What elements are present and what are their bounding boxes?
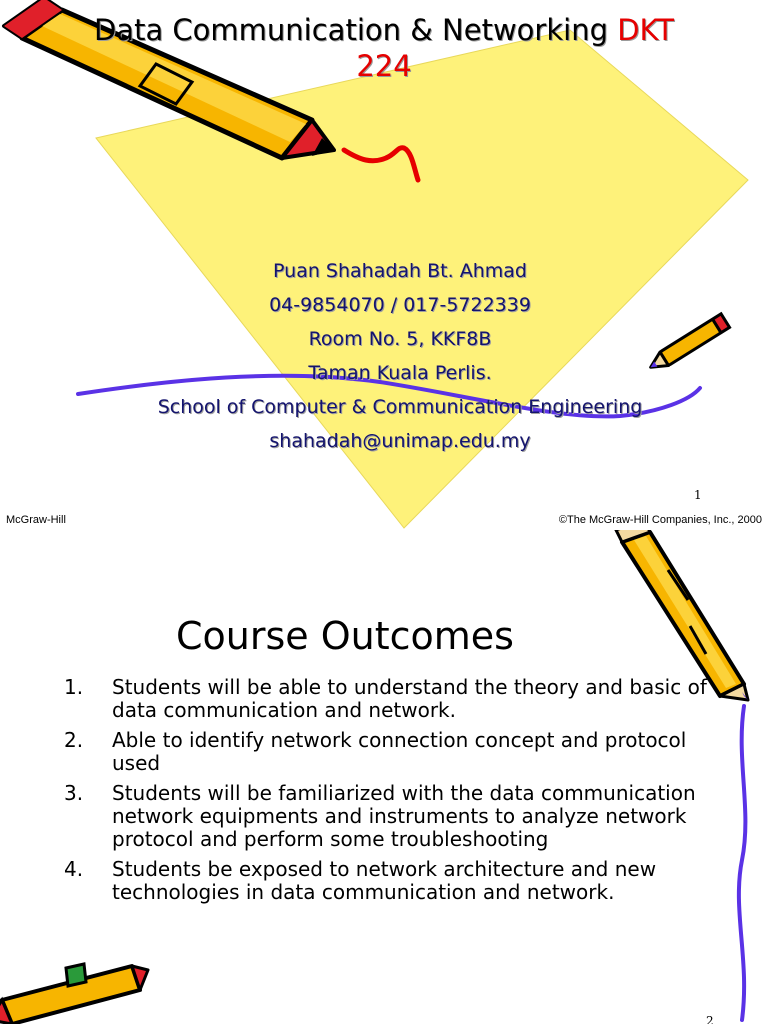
slide-1-page-number: 1: [694, 488, 702, 502]
list-item-text: Students will be familiarized with the data communication network equipments and instruments to analyze network protocol and perform some troubleshooting: [112, 781, 696, 851]
course-code-part2: 224: [356, 49, 412, 83]
list-item: [64, 782, 724, 851]
outcomes-list: [64, 676, 724, 911]
lecturer-school: School of Computer & Communication Engineering: [157, 396, 643, 418]
list-item-number: 3.: [64, 781, 84, 805]
bottom-left-pencil-icon: [0, 964, 148, 1024]
list-item-text: Students be exposed to network architecture and new technologies in data communication and network.: [112, 857, 657, 904]
list-item-text: Able to identify network connection concept and protocol used: [112, 728, 687, 775]
lecturer-email: shahadah@unimap.edu.my: [269, 430, 531, 452]
lecturer-location: Taman Kuala Perlis.: [308, 362, 492, 384]
list-item-number: 4.: [64, 857, 84, 881]
list-item: [64, 858, 724, 904]
list-item: [64, 676, 724, 722]
course-outcomes-title: Course Outcomes: [176, 614, 514, 658]
slide-2: [0, 530, 768, 1024]
lecturer-name: Puan Shahadah Bt. Ahmad: [273, 260, 527, 282]
course-code-part1: DKT: [617, 13, 675, 47]
footer-publisher: McGraw-Hill: [6, 514, 66, 526]
course-title: Data Communication & Networking: [93, 13, 608, 47]
list-item-text: Students will be able to understand the theory and basic of data communication and network.: [112, 675, 707, 722]
list-item-number: 2.: [64, 728, 84, 752]
purple-vertical-squiggle: [739, 706, 746, 1020]
slide-2-page-number: 2: [706, 1014, 714, 1024]
lecturer-info: [40, 254, 760, 458]
list-item: [64, 729, 724, 775]
lecturer-phone: 04-9854070 / 017-5722339: [269, 294, 531, 316]
footer-copyright: ©The McGraw-Hill Companies, Inc., 2000: [558, 514, 762, 526]
list-item-number: 1.: [64, 675, 84, 699]
slide-1-title: [0, 12, 768, 84]
lecturer-room: Room No. 5, KKF8B: [308, 328, 492, 350]
